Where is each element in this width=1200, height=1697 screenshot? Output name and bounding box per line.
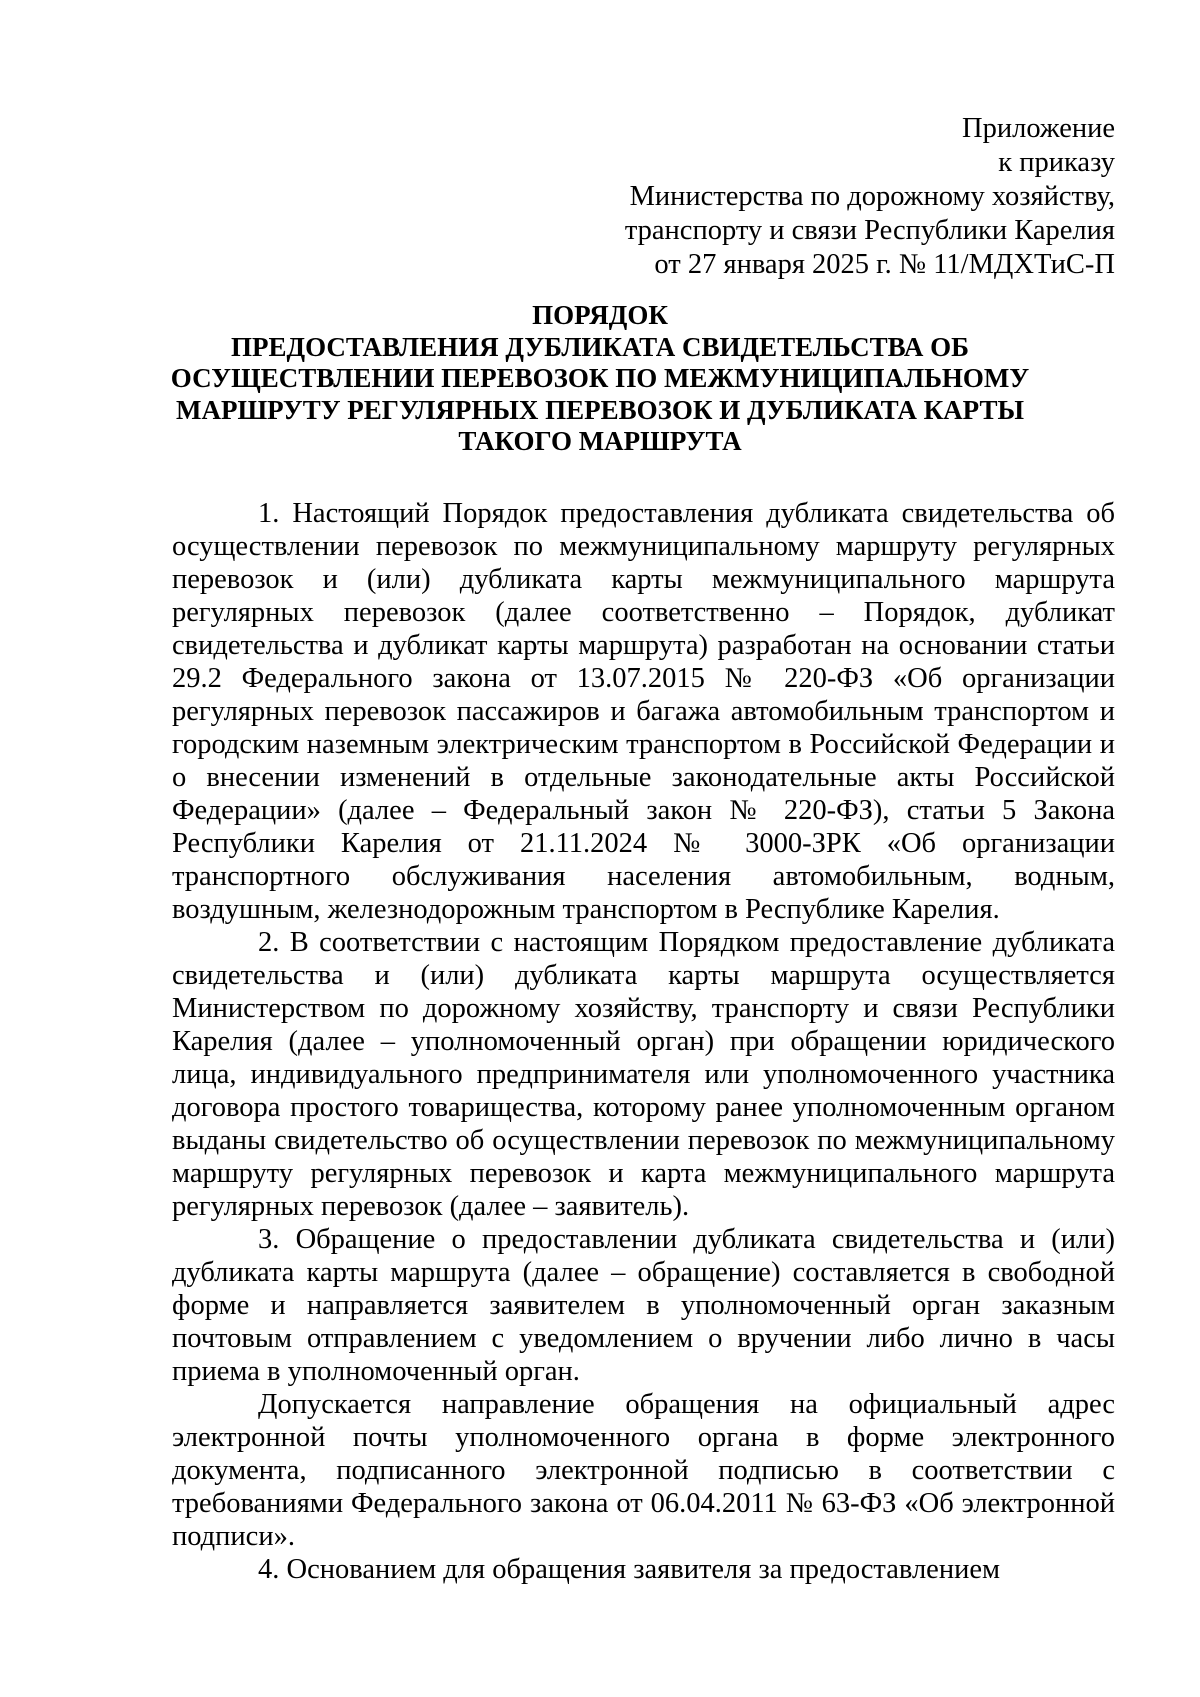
appendix-line: от 27 января 2025 г. № 11/МДХТиС-П	[654, 249, 1115, 280]
title-line: ОСУЩЕСТВЛЕНИИ ПЕРЕВОЗОК ПО МЕЖМУНИЦИПАЛЬНОМУ	[170, 363, 1030, 393]
paragraph-4: 4. Основанием для обращения заявителя за предоставлением	[258, 1554, 1001, 1585]
appendix-line: Министерства по дорожному хозяйству,	[629, 181, 1115, 212]
document-body	[172, 497, 1115, 1586]
appendix-header	[625, 112, 1115, 282]
document-title	[150, 300, 1050, 458]
paragraph-3: 3. Обращение о предоставлении дубликата свидетельства и (или) дубликата карты маршрута (далее – обращение) составляется в свободной форме и направляется заявителем в уполномоченный орган заказным почтовым отправлением с уведомлением о вручении либо лично в часы приема в уполномоченный орган.	[172, 1224, 1115, 1387]
paragraph-1: 1. Настоящий Порядок предоставления дубликата свидетельства об осуществлении перевозок по межмуниципальному маршруту регулярных перевозок и (или) дубликата карты межмуниципального маршрута регулярных перевозок (далее соответственно – Порядок, дубликат свидетельства и дубликат карты маршрута) разработан на основании статьи 29.2 Федерального закона от 13.07.2015 № 220-ФЗ «Об организации регулярных перевозок пассажиров и багажа автомобильным транспортом и городским наземным электрическим транспортом в Российской Федерации и о внесении изменений в отдельные законодательные акты Российской Федерации» (далее – Федеральный закон № 220-ФЗ), статьи 5 Закона Республики Карелия от 21.11.2024 № 3000-ЗРК «Об организации транспортного обслуживания населения автомобильным, водным, воздушным, железнодорожным транспортом в Республике Карелия.	[172, 498, 1115, 925]
appendix-line: транспорту и связи Республики Карелия	[624, 215, 1115, 246]
title-line: ПОРЯДОК	[532, 300, 668, 330]
title-line: МАРШРУТУ РЕГУЛЯРНЫХ ПЕРЕВОЗОК И ДУБЛИКАТА КАРТЫ	[175, 394, 1025, 425]
appendix-line: к приказу	[998, 147, 1115, 178]
paragraph-3-continuation: Допускается направление обращения на официальный адрес электронной почты уполномоченного органа в форме электронного документа, подписанного электронной подписью в соответствии с требованиями Федерального закона от 06.04.2011 № 63-ФЗ «Об электронной подписи».	[172, 1389, 1115, 1552]
appendix-line: Приложение	[962, 113, 1115, 144]
title-line: ТАКОГО МАРШРУТА	[458, 426, 742, 456]
title-line: ПРЕДОСТАВЛЕНИЯ ДУБЛИКАТА СВИДЕТЕЛЬСТВА ОБ	[230, 331, 970, 362]
paragraph-2: 2. В соответствии с настоящим Порядком предоставление дубликата свидетельства и (или) дубликата карты маршрута осуществляется Министерством по дорожному хозяйству, транспорту и связи Республики Карелия (далее – уполномоченный орган) при обращении юридического лица, индивидуального предпринимателя или уполномоченного участника договора простого товарищества, которому ранее уполномоченным органом выданы свидетельство об осуществлении перевозок по межмуниципальному маршруту регулярных перевозок и карта межмуниципального маршрута регулярных перевозок (далее – заявитель).	[172, 927, 1115, 1222]
